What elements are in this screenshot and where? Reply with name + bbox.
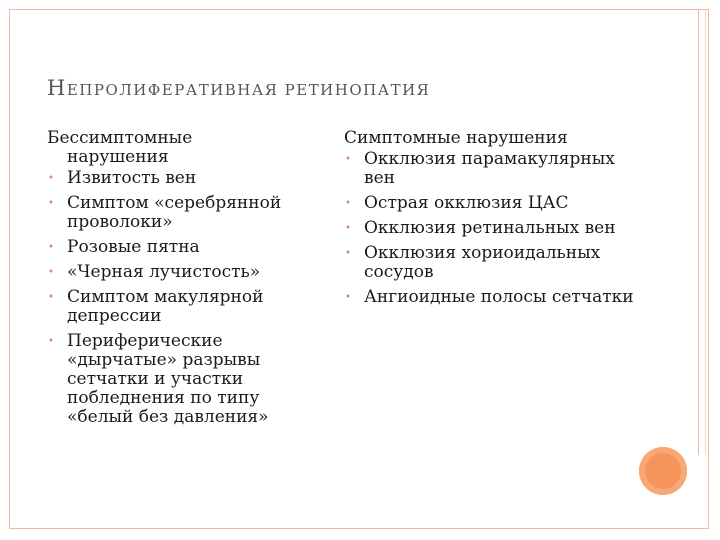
bullet-icon: • xyxy=(48,198,54,209)
list-item xyxy=(344,219,644,238)
slide-title xyxy=(47,76,430,100)
left-heading-line2: нарушения xyxy=(67,147,169,167)
bullet-icon: • xyxy=(345,154,351,165)
left-heading xyxy=(47,129,317,167)
decorative-circle xyxy=(639,447,687,495)
bullet-icon: • xyxy=(345,292,351,303)
left-list xyxy=(47,169,317,427)
list-item-text: Периферические «дырчатые» разрывы сетчатки и участки побледнения по типу «белый без давления» xyxy=(67,331,269,427)
list-item xyxy=(47,288,317,326)
list-item-text: Симптом «серебрянной проволоки» xyxy=(67,193,282,232)
bullet-icon: • xyxy=(345,223,351,234)
list-item-text: Окклюзия ретинальных вен xyxy=(364,218,616,238)
bullet-icon: • xyxy=(345,248,351,259)
list-item xyxy=(344,194,644,213)
list-item xyxy=(344,150,644,188)
list-item-text: Розовые пятна xyxy=(67,237,200,257)
bullet-icon: • xyxy=(345,198,351,209)
list-item xyxy=(344,244,644,282)
right-heading: Симптомные нарушения xyxy=(344,128,568,148)
list-item xyxy=(47,194,317,232)
list-item xyxy=(47,238,317,257)
list-item-text: Окклюзия хориоидальных сосудов xyxy=(364,243,601,282)
title-first-letter: Н xyxy=(47,76,67,100)
list-item xyxy=(344,288,644,307)
left-column xyxy=(47,129,317,433)
list-item xyxy=(47,332,317,427)
right-list xyxy=(344,150,644,307)
bullet-icon: • xyxy=(48,173,54,184)
list-item-text: Симптом макулярной депрессии xyxy=(67,287,264,326)
list-item xyxy=(47,263,317,282)
bullet-icon: • xyxy=(48,292,54,303)
list-item xyxy=(47,169,317,188)
bullet-icon: • xyxy=(48,267,54,278)
list-item-text: Извитость вен xyxy=(67,168,197,188)
left-heading-line1: Бессимптомные xyxy=(47,128,193,148)
list-item-text: Острая окклюзия ЦАС xyxy=(364,193,569,213)
list-item-text: «Черная лучистость» xyxy=(67,262,261,282)
list-item-text: Окклюзия парамакулярных вен xyxy=(364,149,615,188)
bullet-icon: • xyxy=(48,336,54,347)
bullet-icon: • xyxy=(48,242,54,253)
right-column xyxy=(344,129,644,313)
frame-decor-line xyxy=(705,10,706,455)
title-rest: ЕПРОЛИФЕРАТИВНАЯ РЕТИНОПАТИЯ xyxy=(66,81,431,99)
list-item-text: Ангиоидные полосы сетчатки xyxy=(364,287,634,307)
frame-decor-line xyxy=(698,10,699,455)
